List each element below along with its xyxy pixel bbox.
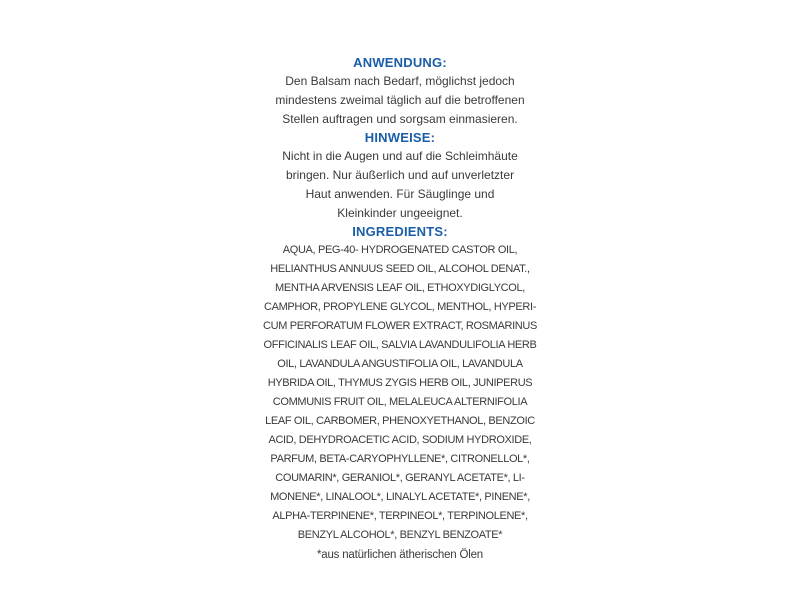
text-line: Nicht in die Augen und auf die Schleimhäute xyxy=(282,149,518,163)
ingredient-line: MENTHA ARVENSIS LEAF OIL, ETHOXYDIGLYCOL, xyxy=(275,282,525,294)
text-line: Den Balsam nach Bedarf, möglichst jedoch xyxy=(285,74,515,88)
anwendung-text xyxy=(250,72,550,129)
ingredient-line: COUMARIN*, GERANIOL*, GERANYL ACETATE*, LI- xyxy=(275,472,525,484)
section-heading-anwendung: ANWENDUNG: xyxy=(353,55,447,70)
ingredient-line: OFFICINALIS LEAF OIL, SALVIA LAVANDULIFOLIA HERB xyxy=(263,339,537,351)
ingredient-line: PARFUM, BETA-CARYOPHYLLENE*, CITRONELLOL*, xyxy=(270,453,530,465)
ingredient-line: MONENE*, LINALOOL*, LINALYL ACETATE*, PINENE*, xyxy=(270,491,530,503)
hinweise-text xyxy=(250,147,550,223)
ingredient-line: ACID, DEHYDROACETIC ACID, SODIUM HYDROXIDE, xyxy=(268,434,532,446)
ingredient-line: CAMPHOR, PROPYLENE GLYCOL, MENTHOL, HYPERI- xyxy=(263,301,537,313)
text-line: mindestens zweimal täglich auf die betroffenen xyxy=(275,93,525,107)
ingredient-line: COMMUNIS FRUIT OIL, MELALEUCA ALTERNIFOLIA xyxy=(272,396,528,408)
ingredient-line: ALPHA-TERPINENE*, TERPINEOL*, TERPINOLENE*, xyxy=(272,510,528,522)
product-label-text xyxy=(250,54,550,565)
ingredients-list xyxy=(250,241,550,545)
section-heading-ingredients: INGREDIENTS: xyxy=(352,224,448,239)
text-line: Stellen auftragen und sorgsam einmasieren. xyxy=(282,112,518,126)
ingredient-line: OIL, LAVANDULA ANGUSTIFOLIA OIL, LAVANDULA xyxy=(277,358,523,370)
text-line: Kleinkinder ungeeignet. xyxy=(337,206,463,220)
ingredient-line: AQUA, PEG-40- HYDROGENATED CASTOR OIL, xyxy=(282,244,518,256)
ingredient-line: BENZYL ALCOHOL*, BENZYL BENZOATE* xyxy=(297,529,503,541)
text-line: Haut anwenden. Für Säuglinge und xyxy=(305,187,495,201)
ingredient-line: CUM PERFORATUM FLOWER EXTRACT, ROSMARINUS xyxy=(263,320,537,332)
section-heading-hinweise: HINWEISE: xyxy=(364,130,436,145)
text-line: bringen. Nur äußerlich und auf unverletzter xyxy=(285,168,515,182)
footnote: *aus natürlichen ätherischen Ölen xyxy=(316,549,483,561)
ingredient-line: HYBRIDA OIL, THYMUS ZYGIS HERB OIL, JUNIPERUS xyxy=(267,377,533,389)
ingredient-line: LEAF OIL, CARBOMER, PHENOXYETHANOL, BENZOIC xyxy=(265,415,535,427)
ingredient-line: HELIANTHUS ANNUUS SEED OIL, ALCOHOL DENAT., xyxy=(270,263,530,275)
